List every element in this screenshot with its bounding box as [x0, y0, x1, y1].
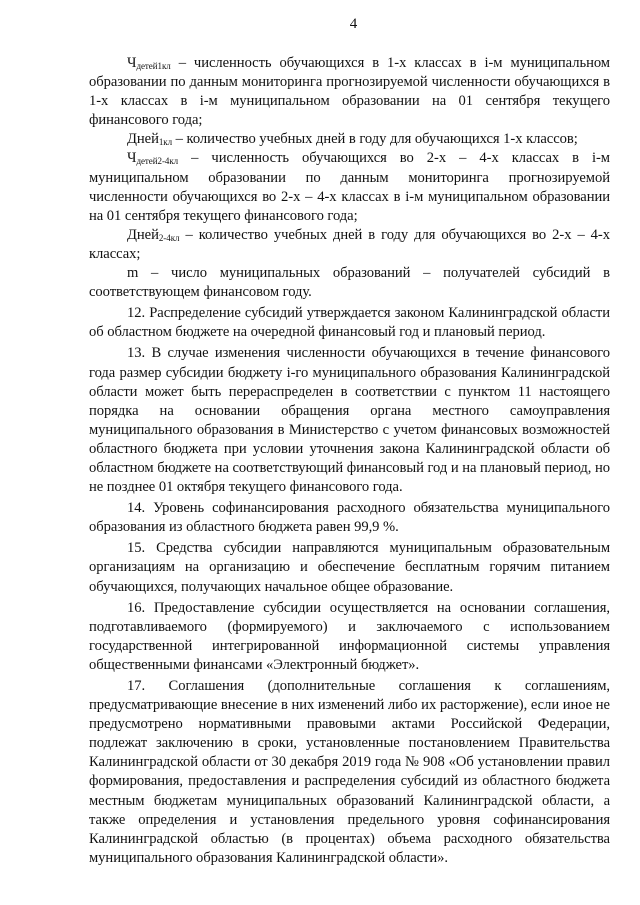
symbol: m	[127, 265, 139, 282]
paragraph-16: 16. Предоставление субсидии осуществляется на основании соглашения, подготавливаемого (формируемого) и заключаемого с использованием государственной интегрированной информационной системы управления общественными финансами «Электронный бюджет».	[89, 599, 610, 673]
symbol-subscript: детей2-4кл	[136, 156, 179, 167]
symbol: Ч	[127, 150, 137, 167]
symbol-subscript: 2-4кл	[158, 232, 180, 243]
paragraph-17: 17. Соглашения (дополнительные соглашения к соглашениям, предусматривающие внесение в них изменений либо их расторжение), если иное не предусмотрено нормативными правовыми актами Российской Федерации, подлежат заключению в сроки, установленные постановлением Правительства Калининградской области от 30 декабря 2019 года № 908 «Об установлении правил формирования, предоставления и распределения субсидий из областного бюджета местным бюджетам муниципальных образований Калининградской области, а также определения и установления предельного уровня софинансирования Калининградской областью (в процентах) объема расходного обязательства муниципального образования Калининградской области».	[89, 678, 610, 866]
definition-text: – количество учебных дней в году для обучающихся во 2-х – 4-х классах;	[89, 226, 610, 262]
symbol-subscript: 1кл	[158, 137, 173, 148]
paragraph-13: 13. В случае изменения численности обучающихся в течение финансового года размер субсидии бюджету i-го муниципального образования Калининградской области может быть перераспределен в соответствии с пунктом 11 настоящего порядка на основании обращения органа местного самоуправления муниципального образования в Министерство с учетом финансовых возможностей областного бюджета при условии уточнения закона Калининградской области об областном бюджете на соответствующий финансовый год и на плановый период, но не позднее 01 октября текущего финансового года.	[89, 345, 610, 496]
definition-municipality-count	[89, 264, 610, 302]
definition-text: – количество учебных дней в году для обучающихся 1-х классов;	[172, 131, 578, 148]
definition-text: – численность обучающихся во 2-х – 4-х классах в i-м муниципальном образовании по данным мониторинга прогнозируемой численности обучающихся во 2-х – 4-х классах в i-м муниципальном образовании на 01 сентября текущего финансового года;	[89, 150, 610, 224]
definition-children-grade1	[89, 54, 610, 130]
paragraph-15: 15. Средства субсидии направляются муниципальным образовательным организациям на организацию и обеспечение бесплатным горячим питанием обучающихся, получающих начальное общее образование.	[89, 540, 610, 595]
symbol: Дней	[127, 226, 159, 243]
definition-text: – численность обучающихся в 1-х классах в i-м муниципальном образовании по данным мониторинга прогнозируемой численности обучающихся в 1-х классах в i-м муниципальном образовании на 01 сентября текущего финансового года;	[89, 55, 610, 129]
page-number: 4	[349, 16, 358, 32]
definition-days-grade1	[89, 130, 610, 149]
symbol-subscript: детей1кл	[136, 61, 171, 71]
definition-days-grade2-4	[89, 226, 610, 264]
definition-children-grade2-4	[89, 149, 610, 225]
definition-text: – число муниципальных образований – получателей субсидий в соответствующем финансовом году.	[89, 265, 610, 301]
symbol: Дней	[127, 131, 159, 148]
symbol: Ч	[127, 55, 137, 71]
paragraph-14: 14. Уровень софинансирования расходного обязательства муниципального образования из областного бюджета равен 99,9 %.	[89, 500, 610, 536]
paragraph-12: 12. Распределение субсидий утверждается законом Калининградской области об областном бюджете на очередной финансовый год и плановый период.	[89, 305, 610, 341]
